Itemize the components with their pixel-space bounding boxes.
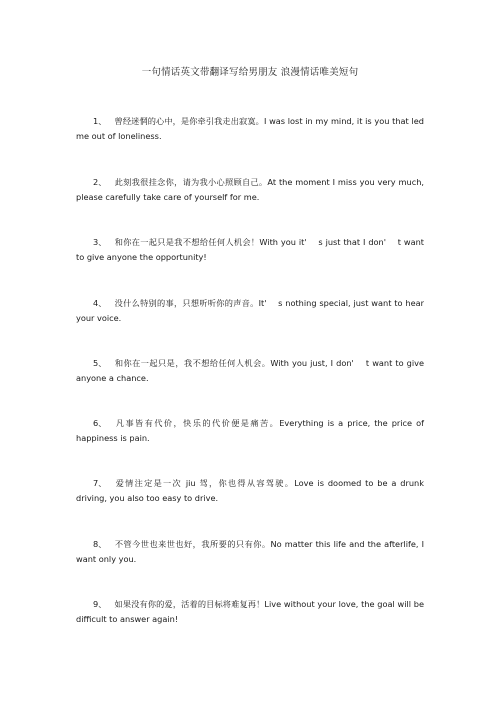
list-item [76, 296, 424, 326]
list-item [76, 476, 424, 506]
item-number: 5、 [93, 358, 107, 368]
list-item [76, 114, 424, 144]
item-text: 和你在一起只是我不想给任何人机会！With you it' s just that I don' t want to give anyone the opportunity! [76, 237, 424, 262]
list-item [76, 356, 424, 386]
item-text: 不管今世也来世也好，我所要的只有你。No matter this life and the afterlife, I want only you. [76, 539, 424, 564]
item-text: 曾经迷惘的心中，是你牵引我走出寂寞。I was lost in my mind, it is you that led me out of loneliness. [76, 116, 424, 141]
item-number: 2、 [93, 177, 107, 187]
item-text: 凡事皆有代价，快乐的代价便是痛苦。Everything is a price, the price of happiness is pain. [76, 418, 424, 443]
item-number: 4、 [93, 298, 107, 308]
item-text: 没什么特别的事，只想听听你的声音。It' s nothing special, just want to hear your voice. [76, 298, 424, 323]
list-item [76, 416, 424, 446]
item-number: 3、 [93, 237, 107, 247]
item-text: 此刻我很挂念你，请为我小心照顾自己。At the moment I miss you very much, please carefully take care of yourself for me. [76, 177, 424, 202]
list-item [76, 597, 424, 627]
item-text: 爱情注定是一次 jiu 驾，你也得从容驾驶。Love is doomed to be a drunk driving, you also too easy to drive. [76, 478, 424, 503]
page-title: 一句情话英文带翻译写给男朋友 浪漫情话唯美短句 [141, 67, 359, 78]
list-item [76, 537, 424, 567]
item-number: 6、 [93, 418, 107, 428]
item-text: 如果没有你的爱，活着的目标将难复再！Live without your love, the goal will be difficult to answer again! [76, 599, 424, 624]
list-item [76, 235, 424, 265]
item-text: 和你在一起只是，我不想给任何人机会。With you just, I don' t want to give anyone a chance. [76, 358, 424, 383]
item-number: 1、 [93, 116, 107, 126]
item-number: 7、 [93, 478, 107, 488]
item-number: 9、 [93, 599, 107, 609]
item-number: 8、 [93, 539, 107, 549]
list-item [76, 175, 424, 205]
